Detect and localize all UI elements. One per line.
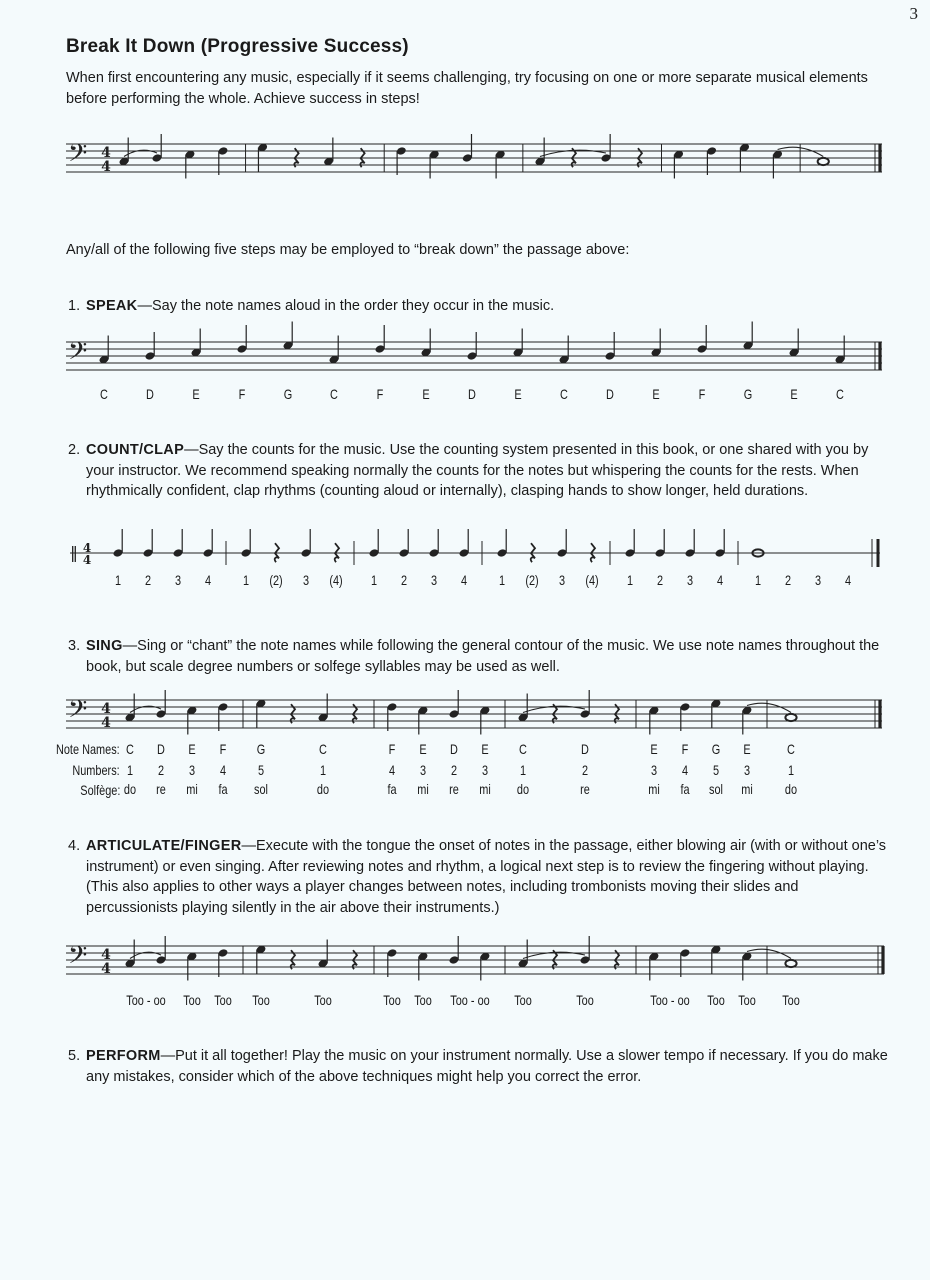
bass-clef-icon: 𝄢 [68, 337, 88, 372]
note-name-label: E [514, 386, 522, 402]
syllable-label: Too [183, 992, 201, 1008]
number-label: 4 [388, 762, 396, 778]
row-label: Solfège: [79, 782, 120, 798]
number-label: 3 [650, 762, 658, 778]
count-label: 3 [558, 572, 566, 588]
solfege-label: sol [709, 781, 723, 797]
note-name-label: C [560, 386, 568, 402]
page-number: 3 [909, 4, 918, 23]
solfege-label: fa [387, 781, 397, 797]
solfege-label: mi [479, 781, 491, 797]
slur [747, 949, 791, 958]
time-signature-bottom: 4 [101, 159, 111, 175]
number-label: 1 [126, 762, 134, 778]
solfege-label: fa [218, 781, 228, 797]
solfege-label: mi [417, 781, 429, 797]
bass-clef-icon: 𝄢 [68, 695, 88, 730]
note-name-label: D [450, 741, 458, 757]
note-name-label: E [743, 741, 751, 757]
time-signature-top: 4 [101, 947, 111, 963]
count-label: 1 [370, 572, 378, 588]
step-text: —Put it all together! Play the music on your instrument normally. Use a slower tempo if necessary. If you do make any mistakes, consider which of the above techniques might help you correct the error. [86, 1048, 888, 1085]
slur [747, 703, 791, 712]
whole-note [785, 960, 796, 967]
intro-paragraph: When first encountering any music, especially if it seems challenging, try focusing on one or more separate musical elements before performing the whole. Achieve success in steps! [66, 70, 868, 107]
time-signature-bottom: 4 [101, 961, 111, 977]
syllable-label: Too - oo [649, 992, 690, 1008]
solfege-label: do [784, 781, 798, 797]
note-name-label: E [192, 386, 200, 402]
note-name-label: D [468, 386, 476, 402]
row-label: Note Names: [56, 741, 120, 757]
number-label: 1 [319, 762, 327, 778]
solfege-label: do [123, 781, 137, 797]
note-name-label: C [836, 386, 844, 402]
note-name-label: F [238, 386, 246, 402]
note-name-label: G [283, 386, 293, 402]
solfege-label: do [516, 781, 530, 797]
staff-speak [66, 322, 886, 388]
syllable-label: Too [514, 992, 532, 1008]
note-name-label: C [330, 386, 338, 402]
note-name-label: C [100, 386, 108, 402]
note-name-label: E [652, 386, 660, 402]
count-label: 4 [844, 572, 852, 588]
count-label: 2 [144, 572, 152, 588]
step-name: PERFORM [86, 1048, 161, 1064]
whole-note [785, 714, 796, 721]
note-name-label: E [481, 741, 489, 757]
step-name: COUNT/CLAP [86, 442, 185, 458]
count-label: (4) [329, 572, 343, 588]
count-label: 1 [498, 572, 506, 588]
step-count-clap [68, 440, 890, 502]
time-signature-bottom: 4 [101, 715, 111, 731]
step-text: —Execute with the tongue the onset of notes in the passage, either blowing air (with or without one’s instrument) or even singing. After reviewing notes and rhythm, a logical next step is to review the fingering without playing. (This also applies to other ways a player changes between notes, including trombonists moving their slides and percussionists playing silently in the air above their instruments.) [86, 838, 887, 916]
step-number: 2. [68, 442, 81, 458]
count-label: 2 [400, 572, 408, 588]
note-name-label: F [698, 386, 706, 402]
staff-sing [66, 686, 886, 746]
time-signature-top: 4 [101, 145, 111, 161]
solfege-label: mi [741, 781, 753, 797]
count-label: 3 [430, 572, 438, 588]
note-name-label: C [787, 741, 795, 757]
count-label: 4 [204, 572, 212, 588]
step-sing [68, 636, 890, 677]
number-label: 3 [481, 762, 489, 778]
number-label: 4 [219, 762, 227, 778]
note-name-label: E [790, 386, 798, 402]
number-label: 3 [743, 762, 751, 778]
syllable-label: Too [252, 992, 270, 1008]
count-label: 4 [460, 572, 468, 588]
step-name: SING [86, 638, 123, 654]
number-label: 5 [257, 762, 265, 778]
note-name-label: E [188, 741, 196, 757]
syllable-label: Too - oo [125, 992, 166, 1008]
syllable-label: Too [214, 992, 232, 1008]
count-label: 1 [242, 572, 250, 588]
step-number: 4. [68, 838, 81, 854]
syllable-label: Too - oo [449, 992, 490, 1008]
solfege-label: re [449, 781, 459, 797]
step-number: 3. [68, 638, 81, 654]
syllable-label: Too [383, 992, 401, 1008]
count-label: (2) [525, 572, 539, 588]
note-name-label: C [319, 741, 327, 757]
number-label: 4 [681, 762, 689, 778]
number-label: 3 [188, 762, 196, 778]
note-name-label: G [711, 741, 721, 757]
solfege-label: do [316, 781, 330, 797]
note-name-label: D [146, 386, 154, 402]
number-label: 2 [581, 762, 589, 778]
time-signature-top: 4 [82, 541, 92, 555]
count-label: (4) [585, 572, 599, 588]
note-name-label: F [681, 741, 689, 757]
number-label: 5 [712, 762, 720, 778]
note-name-label: F [388, 741, 396, 757]
staff-articulate [66, 934, 888, 994]
syllable-label: Too [707, 992, 725, 1008]
number-label: 2 [157, 762, 165, 778]
syllable-label: Too [414, 992, 432, 1008]
syllable-label: Too [576, 992, 594, 1008]
count-label: 1 [754, 572, 762, 588]
step-number: 1. [68, 298, 81, 314]
note-name-label: G [743, 386, 753, 402]
count-label: 4 [716, 572, 724, 588]
step-speak [68, 296, 890, 317]
note-name-label: C [126, 741, 134, 757]
solfege-label: re [156, 781, 166, 797]
solfege-label: mi [186, 781, 198, 797]
count-label: 2 [784, 572, 792, 588]
number-label: 3 [419, 762, 427, 778]
time-signature-bottom: 4 [82, 553, 92, 567]
percussion-clef-icon: ‖ [70, 543, 78, 562]
note-name-label: E [422, 386, 430, 402]
note-name-label: F [376, 386, 384, 402]
note-name-label: D [606, 386, 614, 402]
row-label: Numbers: [72, 761, 120, 778]
count-label: 1 [114, 572, 122, 588]
count-label: 3 [174, 572, 182, 588]
count-label: 2 [656, 572, 664, 588]
note-name-label: E [419, 741, 427, 757]
step-text: —Sing or “chant” the note names while following the general contour of the music. We use note names throughout the book, but scale degree numbers or solfege syllables may be used as well. [86, 638, 880, 675]
step-text: —Say the counts for the music. Use the counting system presented in this book, or one shared with you by your instructor. We recommend speaking normally the counts for the notes but whispering the counts for the rests. When rhythmically confident, clap rhythms (counting aloud or internally), clasping hands to show longer, held durations. [86, 442, 869, 499]
note-name-label: D [581, 741, 589, 757]
count-label: 3 [686, 572, 694, 588]
number-label: 1 [787, 762, 795, 778]
step-articulate-finger [68, 836, 890, 918]
note-name-label: E [650, 741, 658, 757]
step-name: SPEAK [86, 298, 138, 314]
note-name-label: F [219, 741, 227, 757]
step-name: ARTICULATE/FINGER [86, 838, 242, 854]
count-label: 3 [814, 572, 822, 588]
step-perform [68, 1046, 890, 1087]
syllable-label: Too [314, 992, 332, 1008]
solfege-label: fa [680, 781, 690, 797]
solfege-label: re [580, 781, 590, 797]
bass-clef-icon: 𝄢 [68, 941, 88, 976]
number-label: 1 [519, 762, 527, 778]
whole-note [818, 158, 829, 165]
time-signature-top: 4 [101, 701, 111, 717]
syllable-label: Too [782, 992, 800, 1008]
count-label: 1 [626, 572, 634, 588]
bass-clef-icon: 𝄢 [68, 139, 88, 174]
count-label: (2) [269, 572, 283, 588]
count-label: 3 [302, 572, 310, 588]
solfege-label: sol [254, 781, 268, 797]
page-title: Break It Down (Progressive Success) [66, 36, 409, 57]
rhythm-line [70, 535, 886, 575]
step-text: —Say the note names aloud in the order they occur in the music. [137, 298, 555, 314]
note-name-label: C [519, 741, 527, 757]
step-number: 5. [68, 1048, 81, 1064]
solfege-label: mi [648, 781, 660, 797]
lead-in-text: Any/all of the following five steps may be employed to “break down” the passage above: [66, 242, 630, 258]
note-name-label: G [256, 741, 266, 757]
note-name-label: D [157, 741, 165, 757]
syllable-label: Too [738, 992, 756, 1008]
number-label: 2 [450, 762, 458, 778]
staff-passage [66, 128, 886, 194]
